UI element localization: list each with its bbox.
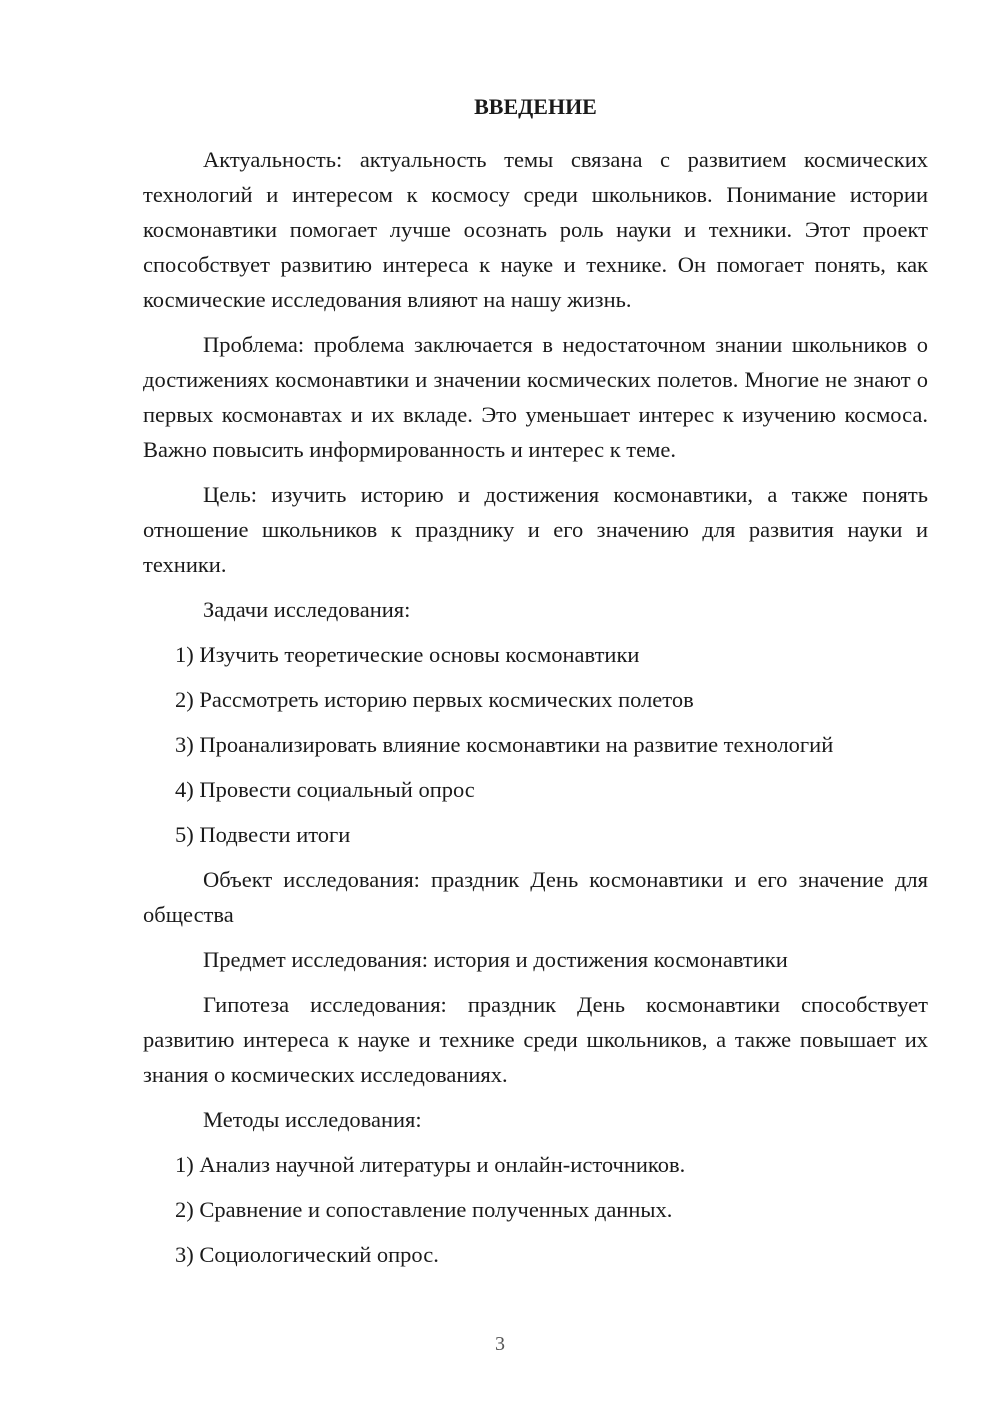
goal-paragraph: Цель: изучить историю и достижения космонавтики, а также понять отношение школьников к празднику и его значению для развития науки и техники.: [143, 482, 928, 577]
list-item: 2) Сравнение и сопоставление полученных данных.: [175, 1197, 673, 1222]
hypothesis-paragraph: Гипотеза исследования: праздник День космонавтики способствует развитию интереса к науке и технике среди школьников, а также повышает их знания о космических исследованиях.: [143, 992, 928, 1087]
list-item: 5) Подвести итоги: [175, 822, 351, 847]
page-number: 3: [495, 1333, 505, 1355]
subject-paragraph: Предмет исследования: история и достижения космонавтики: [203, 947, 788, 972]
list-item: 3) Социологический опрос.: [175, 1242, 439, 1267]
object-paragraph: Объект исследования: праздник День космонавтики и его значение для общества: [143, 867, 928, 927]
list-item: 1) Изучить теоретические основы космонавтики: [175, 642, 640, 667]
methods-list: [143, 1147, 928, 1272]
section-title: ВВЕДЕНИЕ: [474, 94, 597, 119]
methods-heading: Методы исследования:: [203, 1107, 422, 1132]
tasks-heading: Задачи исследования:: [203, 597, 411, 622]
problem-paragraph: Проблема: проблема заключается в недостаточном знании школьников о достижениях космонавтики и значении космических полетов. Многие не знают о первых космонавтах и их вкладе. Это уменьшает интерес к изучению космоса. Важно повысить информированность и интерес к теме.: [143, 332, 928, 462]
relevance-paragraph: Актуальность: актуальность темы связана с развитием космических технологий и интересом к космосу среди школьников. Понимание истории космонавтики помогает лучше осознать роль науки и техники. Этот проект способствует развитию интереса к науке и технике. Он помогает понять, как космические исследования влияют на нашу жизнь.: [143, 147, 928, 312]
list-item: 2) Рассмотреть историю первых космических полетов: [175, 687, 694, 712]
list-item: 3) Проанализировать влияние космонавтики на развитие технологий: [175, 732, 834, 757]
tasks-list: [143, 637, 928, 852]
list-item: 1) Анализ научной литературы и онлайн-источников.: [175, 1152, 686, 1177]
document-page: [143, 92, 928, 1282]
list-item: 4) Провести социальный опрос: [175, 777, 475, 802]
